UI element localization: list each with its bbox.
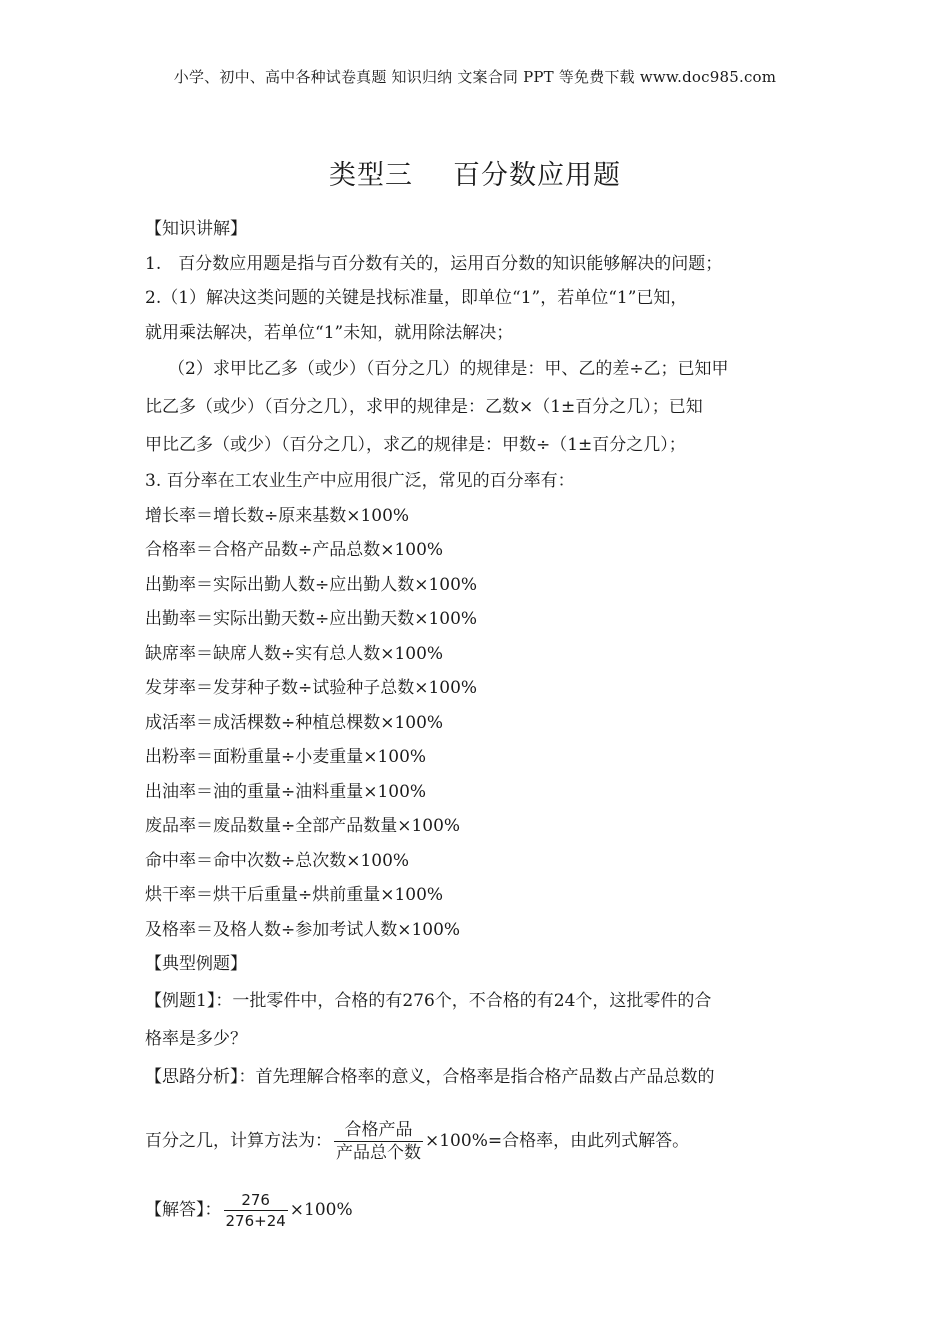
point-3: 3. 百分率在工农业生产中应用很广泛，常见的百分率有： — [145, 471, 575, 491]
title-part2: 百分数应用题 — [453, 160, 621, 191]
example1-line2: 格率是多少？ — [145, 1028, 247, 1049]
formula-line: 出粉率＝面粉重量÷小麦重量×100% — [145, 747, 427, 767]
answer-denominator: 276+24 — [225, 1211, 286, 1230]
formula-line: 出油率＝油的重量÷油料重量×100% — [145, 781, 427, 802]
formula-line: 烘干率＝烘干后重量÷烘前重量×100% — [145, 885, 444, 905]
formula-line: 增长率＝增长数÷原来基数×100% — [145, 505, 410, 526]
title-part1: 类型三 — [329, 160, 413, 191]
formula-line: 发芽率＝发芽种子数÷试验种子总数×100% — [145, 678, 478, 698]
formula-line: 命中率＝命中次数÷总次数×100% — [145, 850, 410, 871]
section-examples: 【典型例题】 — [145, 954, 247, 974]
point-2e: 甲比乙多（或少）（百分之几），求乙的规律是：甲数÷（1±百分之几）； — [145, 435, 686, 455]
formula-line: 合格率＝合格产品数÷产品总数×100% — [145, 540, 444, 560]
section-knowledge: 【知识讲解】 — [145, 219, 247, 239]
answer-suffix: ×100% — [289, 1199, 353, 1220]
document-body — [145, 212, 810, 1238]
point-2b: 就用乘法解决，若单位“1”未知，就用除法解决； — [145, 322, 514, 343]
page-title — [0, 153, 950, 192]
formula-line: 成活率＝成活棵数÷种植总棵数×100% — [145, 712, 444, 733]
answer-label: 【解答】： — [145, 1199, 222, 1220]
fraction-denominator: 产品总个数 — [336, 1142, 421, 1163]
analysis-line1: 【思路分析】：首先理解合格率的意义，合格率是指合格产品数占产品总数的 — [145, 1066, 715, 1087]
analysis-suffix: ×100%=合格率，由此列式解答。 — [425, 1130, 690, 1151]
answer-fraction — [224, 1190, 288, 1231]
formula-line: 出勤率＝实际出勤人数÷应出勤人数×100% — [145, 574, 478, 595]
analysis-prefix: 百分之几，计算方法为： — [145, 1130, 332, 1151]
page-header: 小学、初中、高中各种试卷真题 知识归纳 文案合同 PPT 等免费下载 www.doc985.com — [173, 68, 777, 86]
formula-line: 废品率＝废品数量÷全部产品数量×100% — [145, 816, 461, 836]
point-2a: 2.（1）解决这类问题的关键是找标准量，即单位“1”，若单位“1”已知， — [145, 288, 688, 308]
fraction-numerator: 合格产品 — [334, 1119, 423, 1142]
answer-numerator: 276 — [224, 1190, 288, 1211]
example1-line1: 【例题1】：一批零件中，合格的有276个，不合格的有24个，这批零件的合 — [145, 990, 712, 1011]
answer-line — [145, 1182, 810, 1238]
point-1: 1. 百分数应用题是指与百分数有关的，运用百分数的知识能够解决的问题； — [145, 253, 723, 274]
formula-line: 出勤率＝实际出勤天数÷应出勤天数×100% — [145, 609, 478, 629]
formula-line: 及格率＝及格人数÷参加考试人数×100% — [145, 919, 461, 940]
formula-line: 缺席率＝缺席人数÷实有总人数×100% — [145, 643, 444, 664]
point-2d: 比乙多（或少）（百分之几），求甲的规律是：乙数×（1±百分之几）；已知 — [145, 397, 703, 417]
analysis-formula-line — [145, 1100, 810, 1182]
fraction — [334, 1119, 423, 1164]
point-2c: （2）求甲比乙多（或少）（百分之几）的规律是：甲、乙的差÷乙；已知甲 — [168, 359, 729, 379]
